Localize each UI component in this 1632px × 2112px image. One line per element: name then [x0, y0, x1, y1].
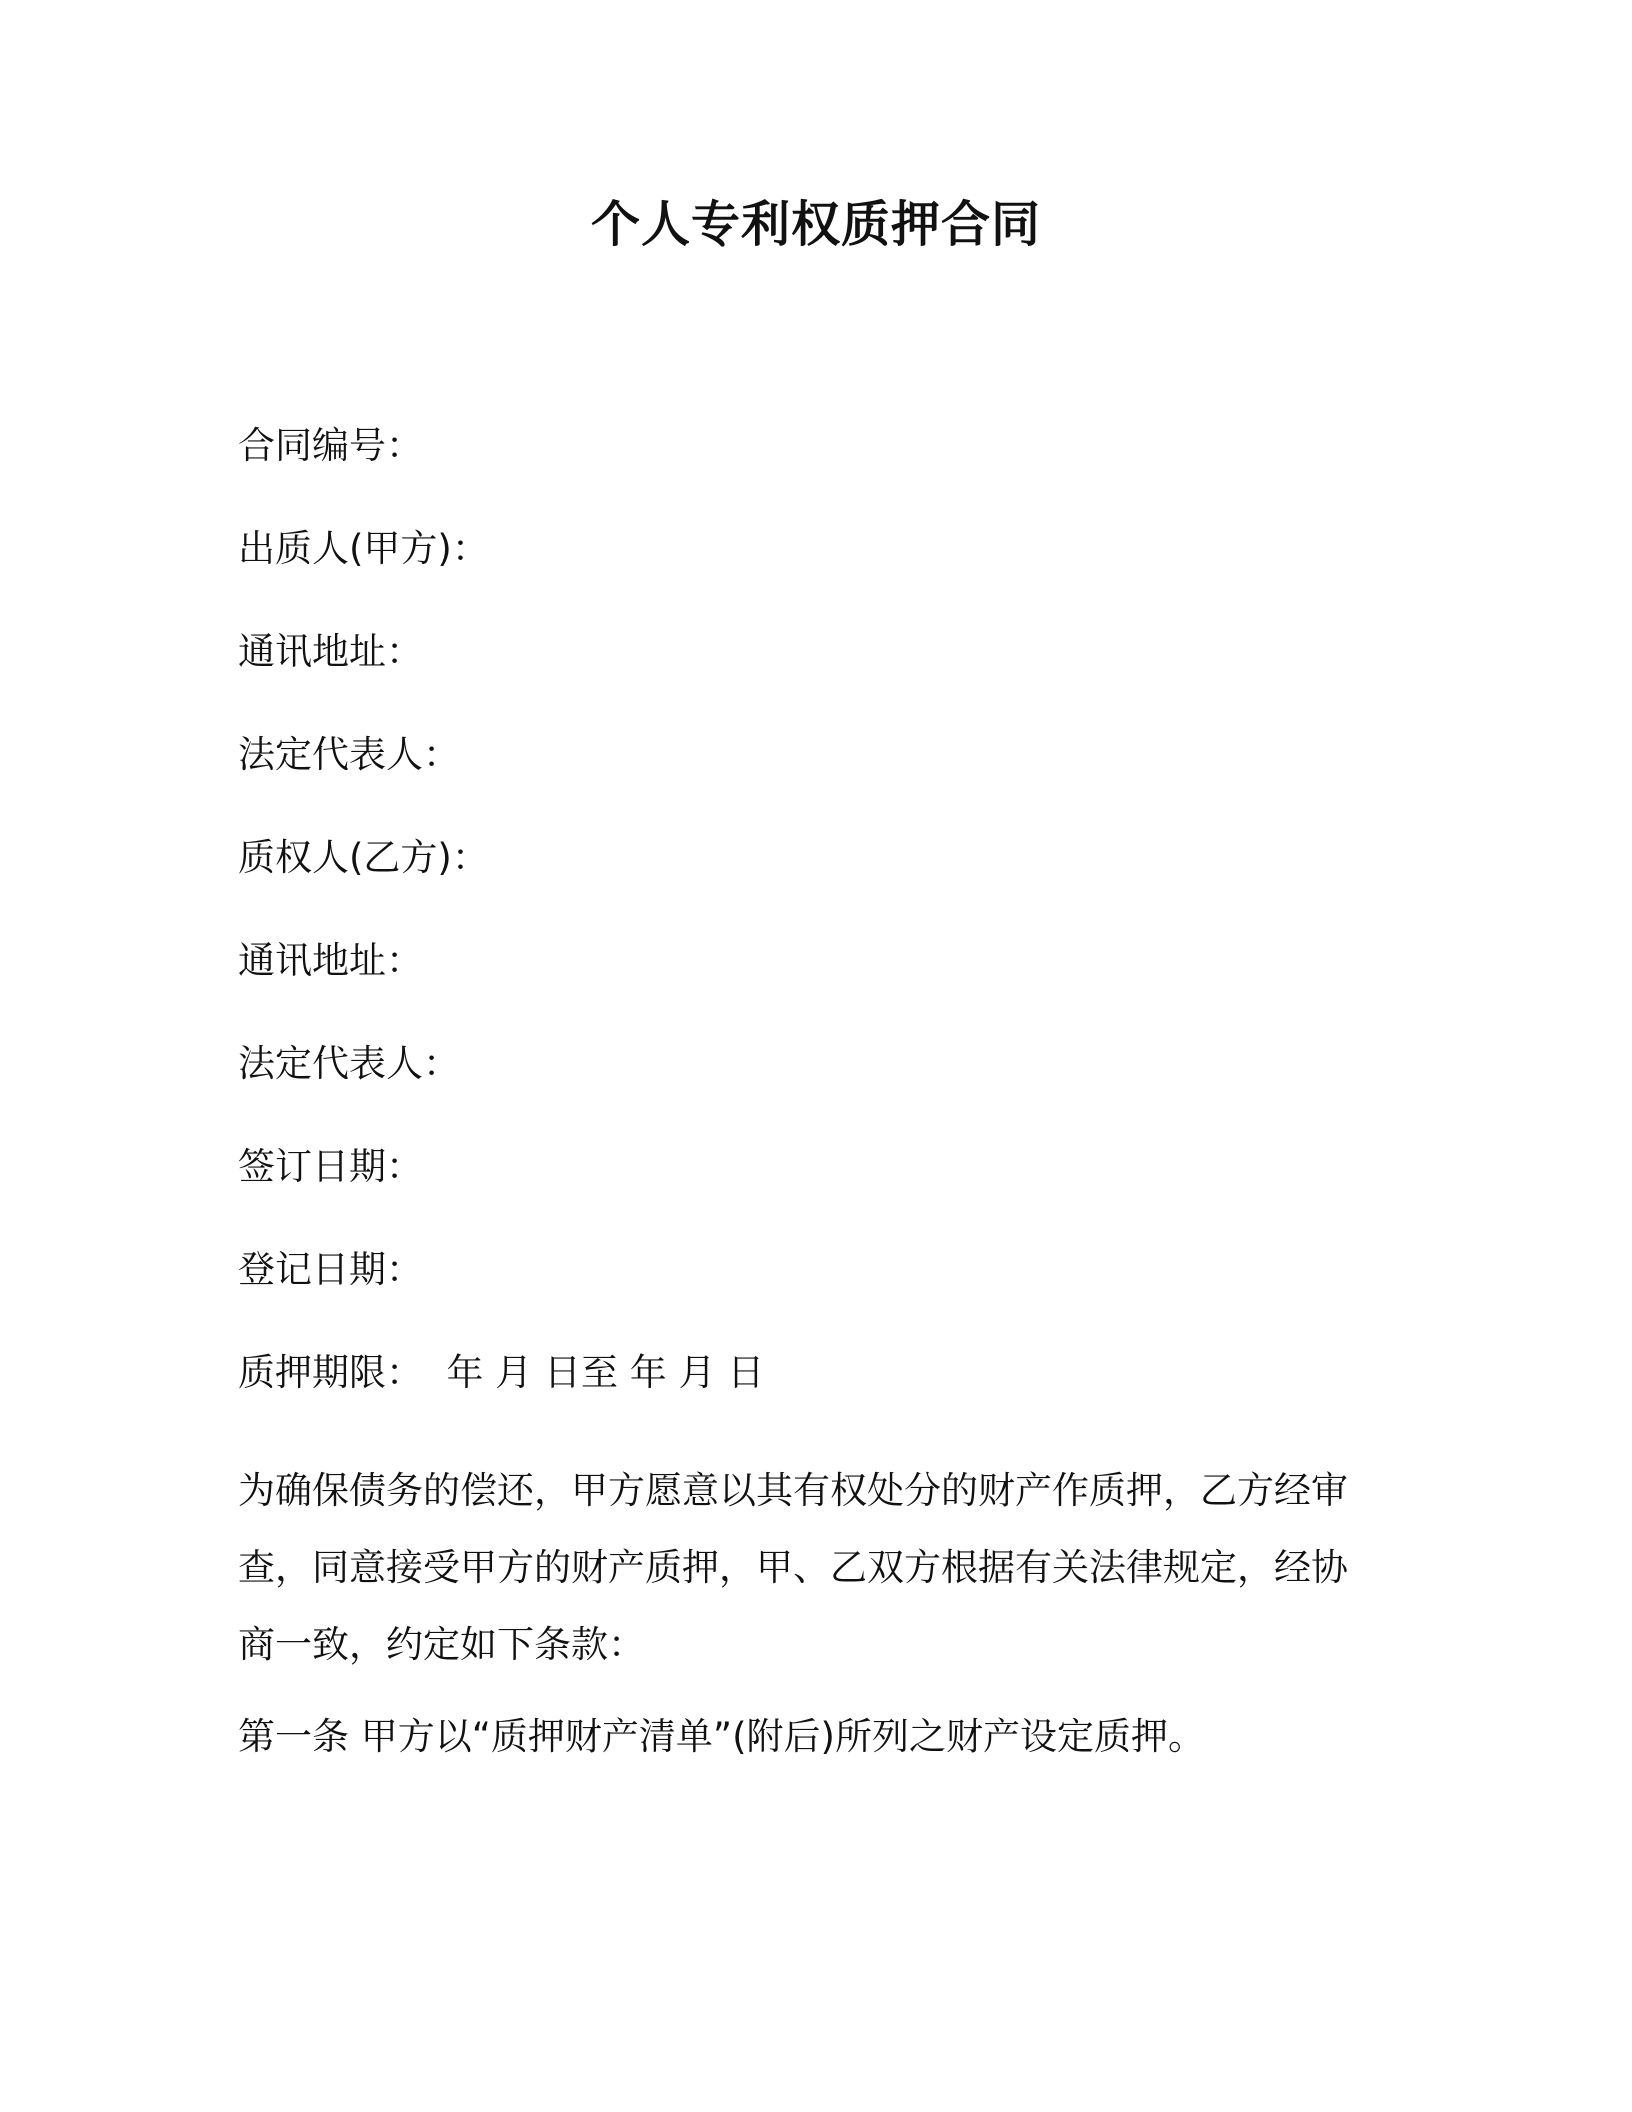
article-1: 第一条 甲方以“质押财产清单”(附后)所列之财产设定质押。 [238, 1715, 1205, 1758]
document-title: 个人专利权质押合同 [590, 196, 1041, 253]
preamble-paragraph: 为确保债务的偿还，甲方愿意以其有权处分的财产作质押，乙方经审查，同意接受甲方的财产质押，甲、乙双方根据有关法律规定，经协商一致，约定如下条款： [238, 1469, 1348, 1666]
pledge-term-field: 质押期限： 年 月 日至 年 月 日 [238, 1351, 765, 1394]
pledgor-address-field: 通讯地址： [238, 630, 423, 673]
pledgee-field: 质权人(乙方)： [238, 836, 489, 879]
signing-date-field: 签订日期： [238, 1145, 423, 1188]
pledgee-address-field: 通讯地址： [238, 939, 423, 982]
pledgor-field: 出质人(甲方)： [238, 527, 489, 570]
registration-date-field: 登记日期： [238, 1248, 423, 1291]
pledgor-legal-rep-field: 法定代表人： [238, 733, 460, 776]
pledgee-legal-rep-field: 法定代表人： [238, 1042, 460, 1085]
contract-number-field: 合同编号： [238, 424, 423, 467]
